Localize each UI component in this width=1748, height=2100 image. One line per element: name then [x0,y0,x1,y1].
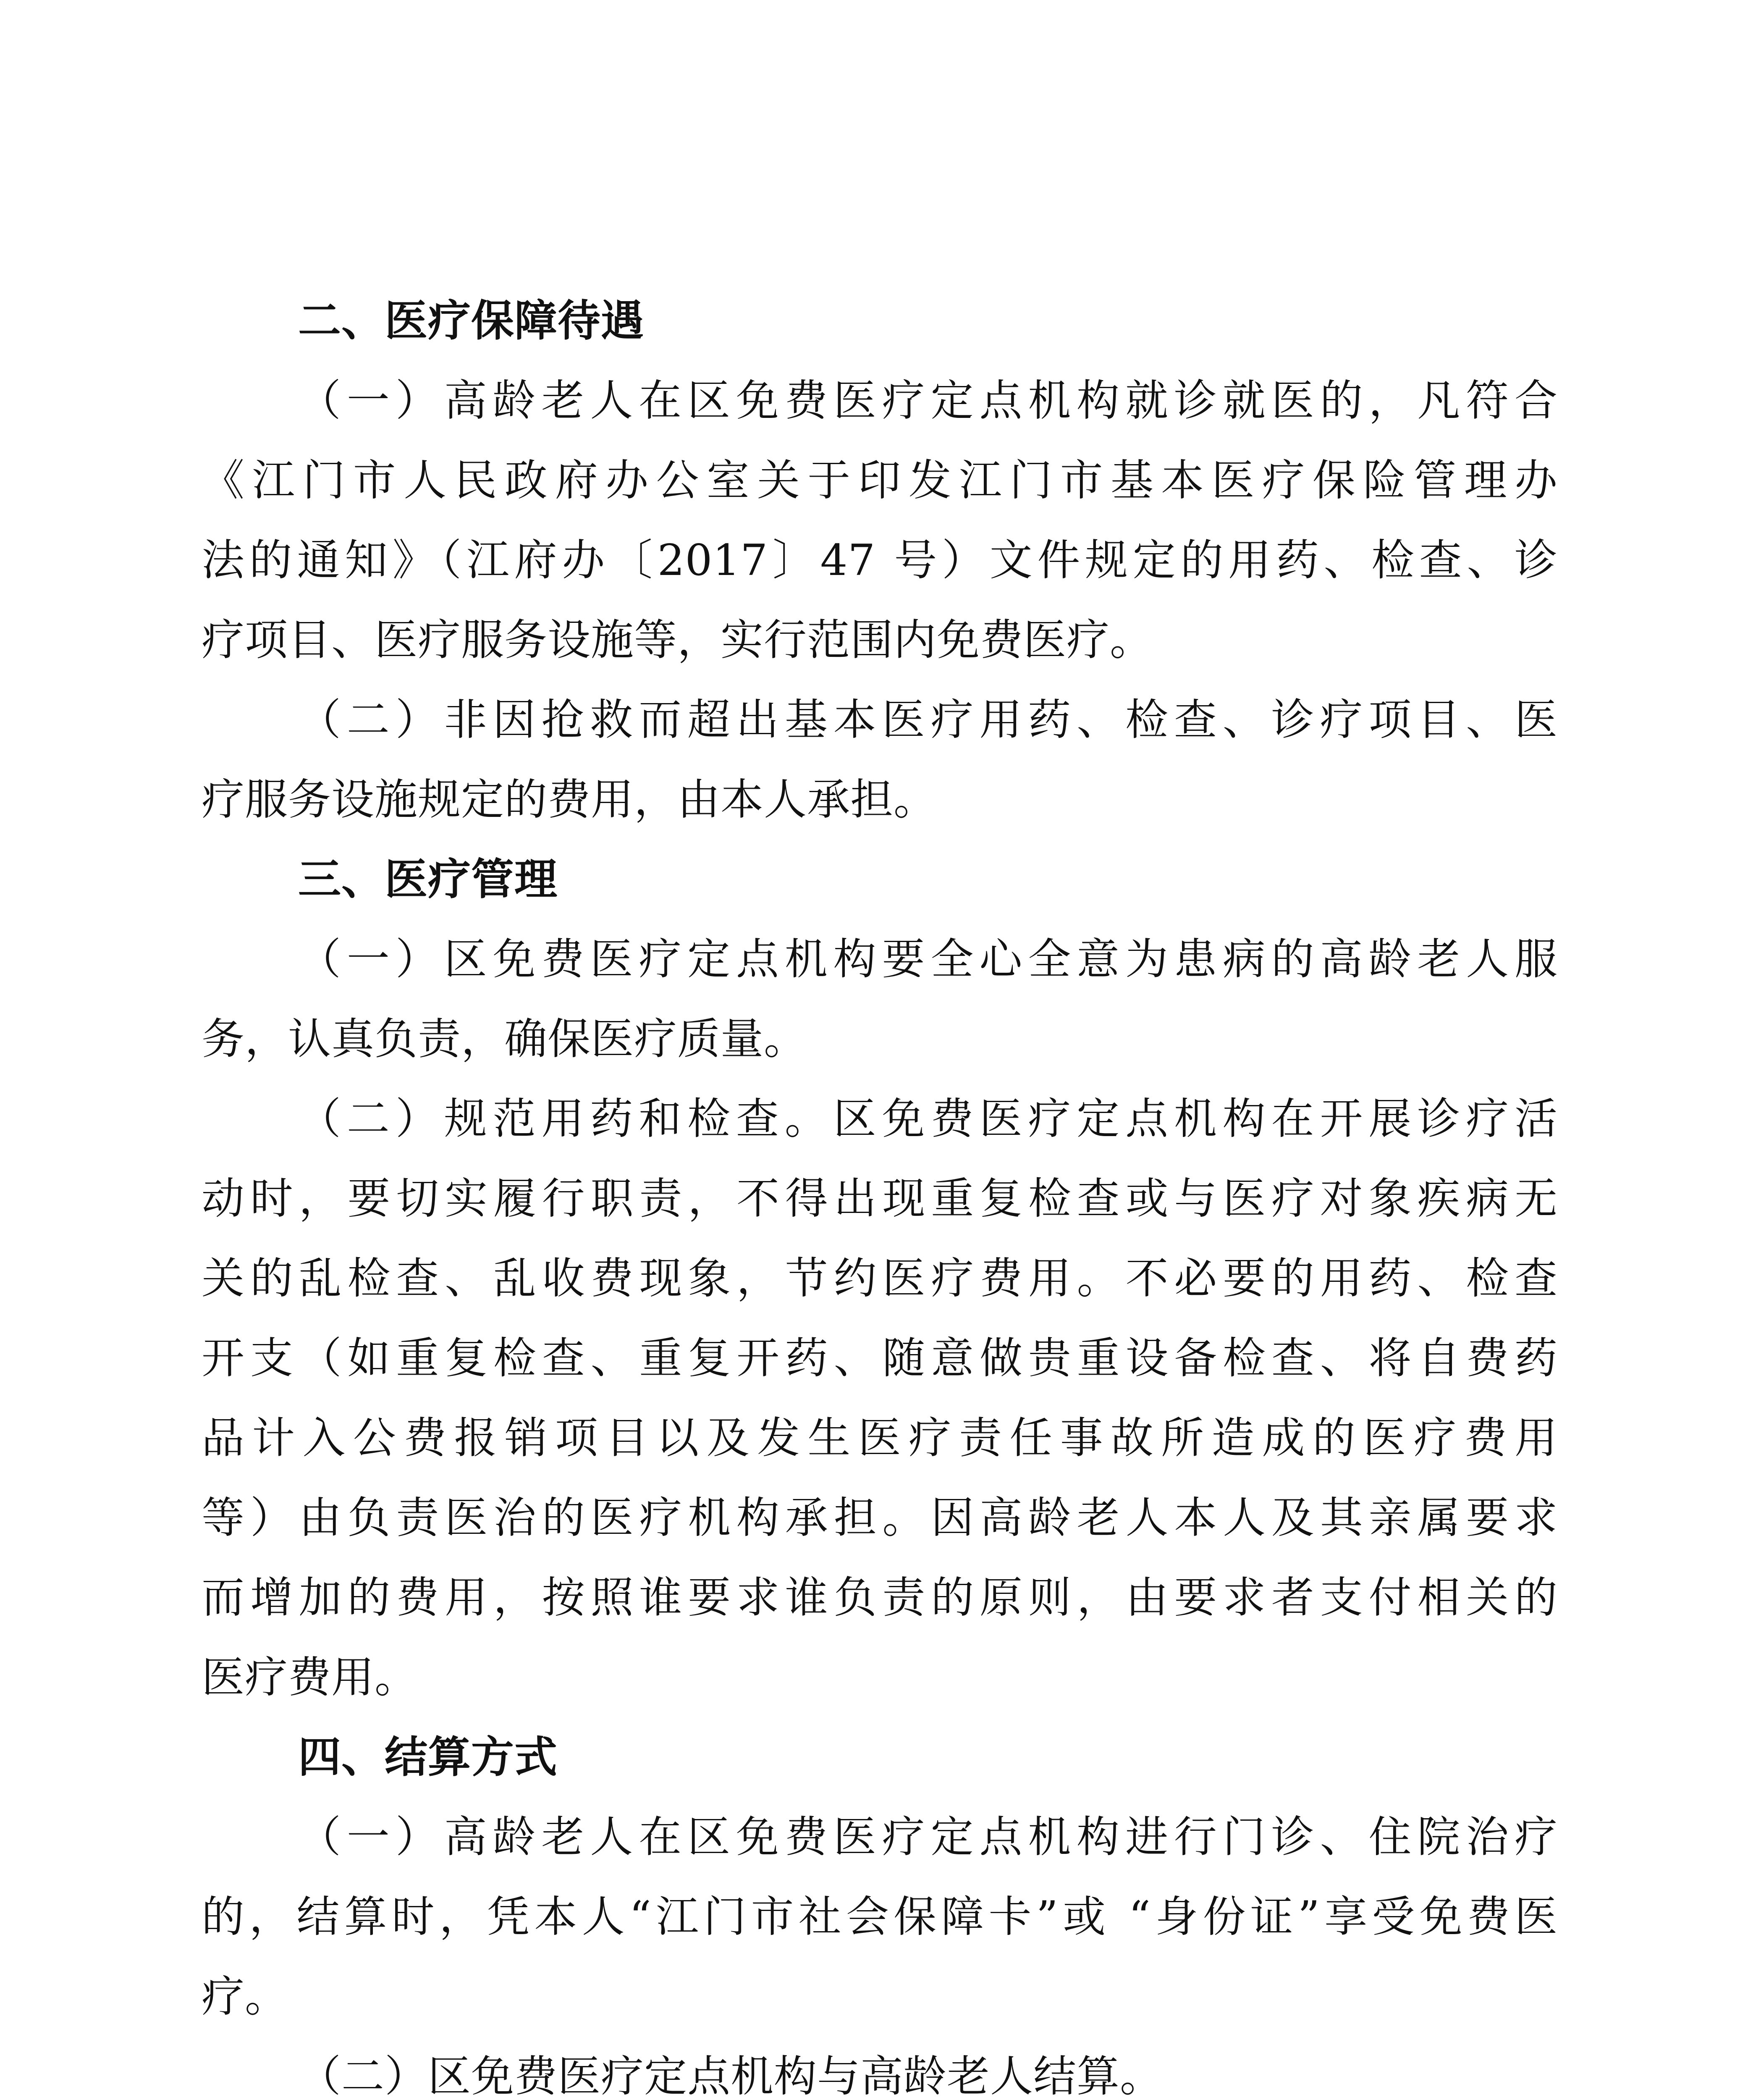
paragraph-line: 的，结算时，凭本人“江门市社会保障卡”或 “身份证”享受免费医 [202,1892,1558,1942]
paragraph-line: 务，认真负责，确保医疗质量。 [202,1014,807,1064]
section-heading-medical-benefits: 二、医疗保障待遇 [298,296,644,346]
paragraph-line: 关的乱检查、乱收费现象，节约医疗费用。不必要的用药、检查 [202,1254,1558,1304]
paragraph-line: 等）由负责医治的医疗机构承担。因高龄老人本人及其亲属要求 [202,1493,1558,1543]
paragraph-line: （二）非因抢救而超出基本医疗用药、检查、诊疗项目、医 [298,695,1558,745]
section-heading-medical-management: 三、医疗管理 [298,855,558,905]
document-body [202,281,1558,2100]
paragraph-line: 《江门市人民政府办公室关于印发江门市基本医疗保险管理办 [202,456,1558,506]
paragraph-line: （二）规范用药和检查。区免费医疗定点机构在开展诊疗活 [298,1094,1558,1144]
paragraph-line: （一）高龄老人在区免费医疗定点机构就诊就医的，凡符合 [298,376,1558,426]
paragraph-line: 法的通知》（江府办〔2017〕47 号）文件规定的用药、检查、诊 [202,536,1558,585]
paragraph-line: 疗项目、医疗服务设施等，实行范围内免费医疗。 [202,615,1153,665]
paragraph-line: 而增加的费用，按照谁要求谁负责的原则，由要求者支付相关的 [202,1573,1558,1623]
paragraph-line: （一）区免费医疗定点机构要全心全意为患病的高龄老人服 [298,934,1558,984]
paragraph-line: （一）高龄老人在区免费医疗定点机构进行门诊、住院治疗 [298,1812,1558,1862]
paragraph-line: 疗。 [202,1972,288,2022]
section-heading-settlement: 四、结算方式 [298,1732,558,1782]
paragraph-line: 品计入公费报销项目以及发生医疗责任事故所造成的医疗费用 [202,1413,1558,1463]
paragraph-line: （二）区免费医疗定点机构与高龄老人结算。 [298,2052,1163,2100]
paragraph-line: 医疗费用。 [202,1653,418,1703]
paragraph-line: 动时，要切实履行职责，不得出现重复检查或与医疗对象疾病无 [202,1174,1558,1224]
paragraph-line: 疗服务设施规定的费用，由本人承担。 [202,775,937,825]
paragraph-line: 开支（如重复检查、重复开药、随意做贵重设备检查、将自费药 [202,1334,1558,1383]
